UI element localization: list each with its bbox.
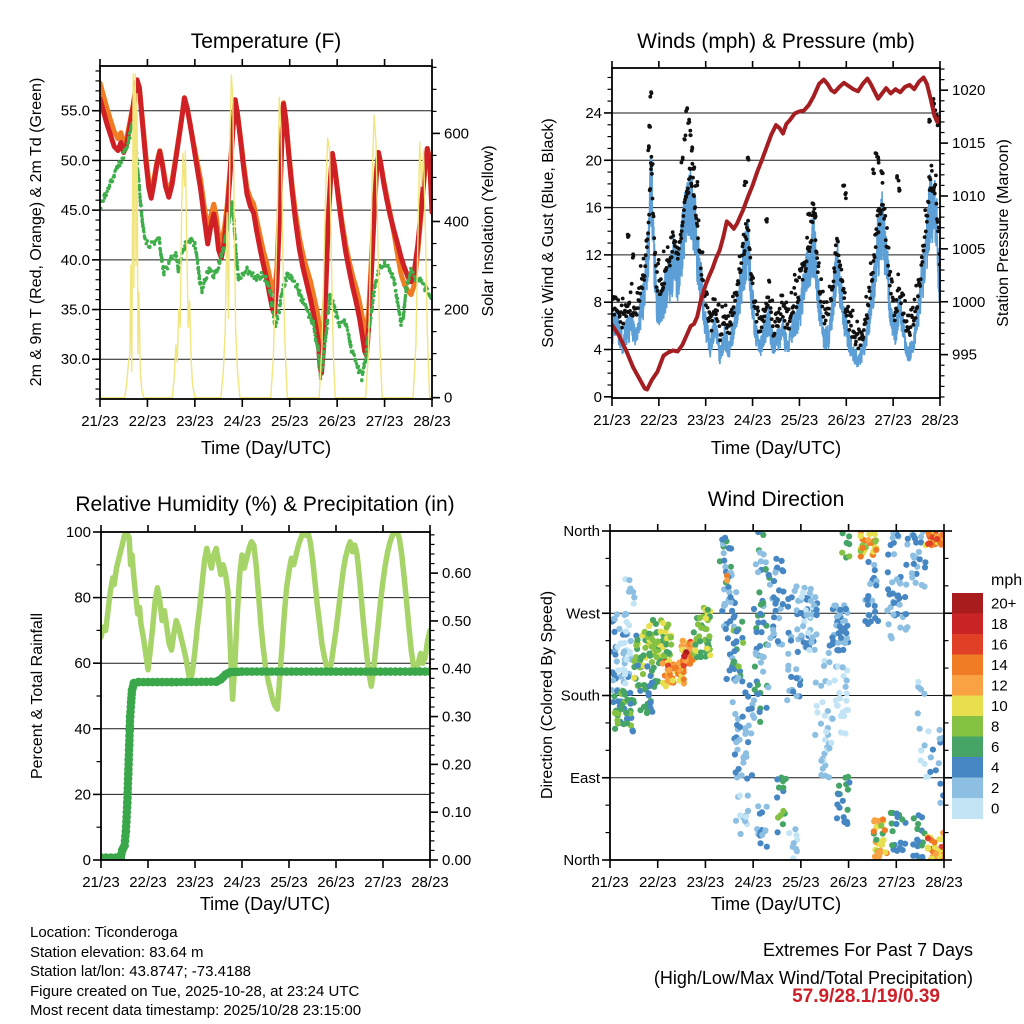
svg-text:45.0: 45.0 <box>60 202 90 220</box>
svg-text:East: East <box>569 769 600 787</box>
temperature-panel-gridlines <box>100 111 432 360</box>
svg-text:0: 0 <box>444 389 453 407</box>
svg-text:23/23: 23/23 <box>686 874 725 891</box>
svg-text:27/23: 27/23 <box>874 412 912 429</box>
svg-text:35.0: 35.0 <box>60 301 90 319</box>
svg-text:22/23: 22/23 <box>129 874 167 891</box>
svg-text:North: North <box>563 852 600 869</box>
station-elevation: Station elevation: 83.64 m <box>30 943 204 961</box>
svg-text:26/23: 26/23 <box>829 874 868 891</box>
svg-text:1000: 1000 <box>952 293 986 311</box>
svg-text:100: 100 <box>65 524 91 541</box>
series-temp-2m-red <box>100 80 432 373</box>
svg-text:1010: 1010 <box>952 187 986 205</box>
svg-text:4: 4 <box>991 759 1000 777</box>
svg-text:30.0: 30.0 <box>60 351 90 369</box>
series-temp-9m-orange <box>100 80 432 347</box>
figure-created: Figure created on Tue, 2025-10-28, at 23:24 UTC <box>30 982 360 1000</box>
svg-text:20: 20 <box>74 786 91 804</box>
series-sonic-wind-blue <box>612 156 940 367</box>
svg-text:28/23: 28/23 <box>925 874 963 891</box>
svg-text:1015: 1015 <box>952 135 986 153</box>
xlabel-humidity: Time (Day/UTC) <box>199 894 331 914</box>
svg-text:28/23: 28/23 <box>413 413 451 430</box>
svg-text:14: 14 <box>991 656 1008 674</box>
svg-text:23/23: 23/23 <box>686 412 725 429</box>
title-winds-pressure: Winds (mph) & Pressure (mb) <box>637 30 915 53</box>
temperature-panel-series <box>98 74 433 398</box>
temperature-panel-axes <box>61 59 469 430</box>
speed-colorbar-legend <box>952 572 1022 819</box>
svg-text:24/23: 24/23 <box>734 874 772 891</box>
xlabel-wind-direction: Time (Day/UTC) <box>710 894 842 914</box>
title-humidity-precip: Relative Humidity (%) & Precipitation (in) <box>75 493 455 516</box>
svg-text:28/23: 28/23 <box>411 874 449 891</box>
svg-text:12: 12 <box>585 246 602 264</box>
svg-text:21/23: 21/23 <box>591 874 629 891</box>
svg-text:23/23: 23/23 <box>176 413 214 430</box>
svg-text:16: 16 <box>991 636 1008 654</box>
ylabel-direction-left: Direction (Colored By Speed) <box>539 590 556 800</box>
svg-text:80: 80 <box>74 589 91 607</box>
svg-text:26/23: 26/23 <box>318 413 356 430</box>
svg-text:40.0: 40.0 <box>60 251 90 269</box>
humidity-precip-panel-series <box>97 532 435 862</box>
svg-text:4: 4 <box>593 341 602 359</box>
svg-text:0.50: 0.50 <box>442 612 472 630</box>
svg-text:21/23: 21/23 <box>593 412 631 429</box>
svg-text:mph: mph <box>991 572 1023 589</box>
xlabel-temperature: Time (Day/UTC) <box>200 438 332 458</box>
svg-text:North: North <box>563 523 600 540</box>
svg-text:1020: 1020 <box>952 82 986 100</box>
svg-text:0: 0 <box>82 852 91 869</box>
svg-text:23/23: 23/23 <box>176 874 214 891</box>
svg-text:22/23: 22/23 <box>640 412 678 429</box>
svg-text:8: 8 <box>593 294 602 312</box>
ylabel-pressure-right: Station Pressure (Maroon) <box>995 139 1012 327</box>
station-location: Location: Ticonderoga <box>30 924 178 941</box>
svg-text:24/23: 24/23 <box>733 412 772 429</box>
extremes-title: Extremes For Past 7 Days <box>762 940 973 960</box>
svg-text:25/23: 25/23 <box>270 874 308 891</box>
humidity-precip-panel <box>66 524 471 891</box>
series-solar-insolation-yellow <box>100 74 432 398</box>
wind-direction-panel <box>561 523 963 891</box>
winds-pressure-panel <box>585 61 985 429</box>
station-latlon: Station lat/lon: 43.8747; -73.4188 <box>30 963 252 980</box>
svg-text:995: 995 <box>952 346 978 364</box>
svg-text:18: 18 <box>991 615 1008 633</box>
series-total-rainfall <box>97 667 435 862</box>
svg-text:21/23: 21/23 <box>82 874 120 891</box>
svg-text:20+: 20+ <box>991 595 1017 613</box>
svg-text:0.20: 0.20 <box>442 756 472 774</box>
svg-text:50.0: 50.0 <box>60 152 90 170</box>
svg-text:24: 24 <box>585 104 602 122</box>
ylabel-percent-left: Percent & Total Rainfall <box>29 612 46 780</box>
extremes-block <box>654 936 973 992</box>
station-info <box>30 923 361 1021</box>
svg-text:2: 2 <box>991 779 1000 797</box>
svg-text:22/23: 22/23 <box>128 413 167 430</box>
svg-text:0.60: 0.60 <box>442 565 472 583</box>
svg-text:21/23: 21/23 <box>81 413 119 430</box>
extremes-values: 57.9/28.1/19/0.39 <box>792 986 940 1007</box>
svg-text:0: 0 <box>991 800 1000 818</box>
svg-text:16: 16 <box>585 199 602 217</box>
svg-text:40: 40 <box>74 720 91 738</box>
svg-text:10: 10 <box>991 697 1008 715</box>
svg-text:West: West <box>566 605 600 623</box>
title-wind-direction: Wind Direction <box>707 488 845 511</box>
ylabel-temp-left: 2m & 9m T (Red, Orange) & 2m Td (Green) <box>28 77 45 387</box>
svg-text:1005: 1005 <box>952 240 986 258</box>
title-temperature: Temperature (F) <box>190 30 342 53</box>
extremes-subtitle: (High/Low/Max Wind/Total Precipitation) <box>653 968 973 988</box>
svg-text:12: 12 <box>991 677 1008 695</box>
svg-text:27/23: 27/23 <box>364 874 402 891</box>
svg-text:27/23: 27/23 <box>365 413 404 430</box>
ylabel-wind-left: Sonic Wind & Gust (Blue, Black) <box>540 118 557 348</box>
svg-text:6: 6 <box>991 738 1000 756</box>
winds-pressure-panel-series <box>610 78 942 390</box>
svg-text:28/23: 28/23 <box>921 412 959 429</box>
svg-text:22/23: 22/23 <box>638 874 677 891</box>
svg-text:0.10: 0.10 <box>442 804 472 822</box>
svg-text:0.40: 0.40 <box>442 660 472 678</box>
svg-text:20: 20 <box>585 152 602 170</box>
svg-text:25/23: 25/23 <box>780 412 819 429</box>
svg-text:27/23: 27/23 <box>877 874 916 891</box>
svg-text:8: 8 <box>991 718 1000 736</box>
svg-text:24/23: 24/23 <box>223 413 262 430</box>
svg-text:0.00: 0.00 <box>442 852 472 869</box>
svg-text:26/23: 26/23 <box>827 412 866 429</box>
ylabel-solar-right: Solar Insolation (Yellow) <box>480 145 497 317</box>
svg-text:600: 600 <box>444 125 470 143</box>
svg-text:400: 400 <box>444 213 470 231</box>
xlabel-winds-pressure: Time (Day/UTC) <box>710 438 842 458</box>
svg-text:25/23: 25/23 <box>782 874 820 891</box>
data-timestamp: Most recent data timestamp: 2025/10/28 23:15:00 <box>30 1002 362 1019</box>
svg-text:26/23: 26/23 <box>317 874 355 891</box>
svg-text:200: 200 <box>444 301 470 319</box>
temperature-panel <box>61 59 469 430</box>
svg-text:60: 60 <box>74 655 91 673</box>
svg-text:South: South <box>560 687 600 705</box>
svg-text:0: 0 <box>593 388 602 406</box>
svg-text:25/23: 25/23 <box>270 413 309 430</box>
svg-text:24/23: 24/23 <box>223 874 261 891</box>
svg-text:55.0: 55.0 <box>60 102 90 120</box>
svg-text:0.30: 0.30 <box>442 708 472 726</box>
